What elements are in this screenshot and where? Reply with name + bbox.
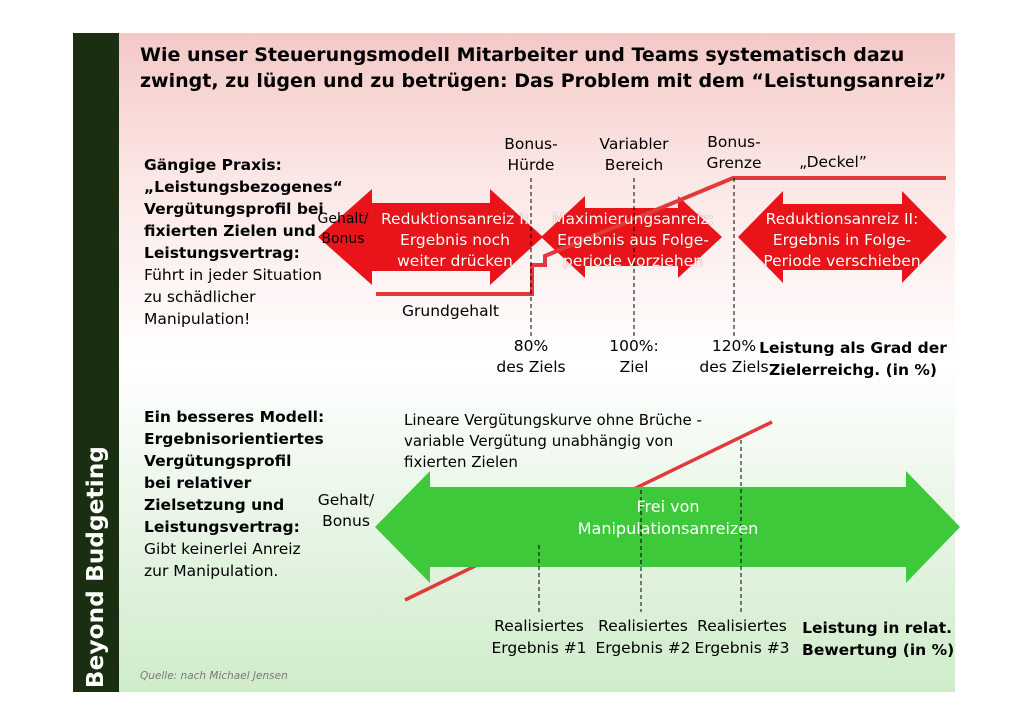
source-note: Quelle: nach Michael Jensen — [140, 670, 288, 682]
grundgehalt-label: Grundgehalt — [402, 302, 499, 320]
top-y-axis-label: Gehalt/ Bonus — [317, 211, 369, 247]
tick-120: 120% des Ziels — [699, 337, 769, 376]
marker-label-bonus-grenze: Bonus- Grenze — [706, 133, 762, 172]
ergebnis-3-label: Realisiertes Ergebnis #3 — [694, 617, 790, 657]
bottom-description: Ein besseres Modell: Ergebnisorientiertes Vergütungsprofil bei relativer Zielsetzung und Leistungsvertrag: Gibt keinerlei Anreiz zur Manipulation. — [144, 408, 325, 580]
marker-label-bonus-huerde: Bonus- Hürde — [504, 135, 558, 174]
tick-80: 80% des Ziels — [496, 337, 566, 376]
arrow-label-reduction-2: Reduktionsanreiz II: Ergebnis in Folge- Periode verschieben — [763, 210, 921, 270]
slide-title: Wie unser Steuerungsmodell Mitarbeiter und Teams systematisch dazu zwingt, zu lügen und zu betrügen: Das Problem mit dem “Leistungsanreiz” — [140, 44, 947, 92]
arrow-label-maximization: Maximierungsanreiz: Ergebnis aus Folge- periode vorziehen — [552, 210, 714, 270]
tick-100: 100%: Ziel — [609, 337, 659, 376]
arrow-label-reduction-1: Reduktionsanreiz I: Ergebnis noch weiter drücken — [380, 210, 530, 270]
top-x-axis-label: Leistung als Grad der Zielerreichg. (in %) — [759, 339, 947, 379]
green-arrow-label: Frei von Manipulationsanreizen — [577, 497, 759, 538]
bottom-y-axis-label: Gehalt/ Bonus — [317, 491, 375, 530]
bottom-x-axis-label: Leistung in relat. Bewertung (in %) — [802, 619, 955, 659]
linear-curve-note: Lineare Vergütungskurve ohne Brüche - variable Vergütung unabhängig von fixierten Zielen — [404, 411, 702, 471]
deckel-label: „Deckel” — [799, 153, 867, 171]
sidebar-label: Beyond Budgeting — [83, 445, 109, 689]
marker-label-variabler-bereich: Variabler Bereich — [599, 135, 669, 174]
ergebnis-1-label: Realisiertes Ergebnis #1 — [491, 617, 587, 657]
top-description: Gängige Praxis: „Leistungsbezogenes“ Vergütungsprofil bei fixierten Zielen und Leistungsvertrag: Führt in jeder Situation zu schädlicher Manipulation! — [144, 156, 343, 328]
ergebnis-2-label: Realisiertes Ergebnis #2 — [595, 617, 691, 657]
